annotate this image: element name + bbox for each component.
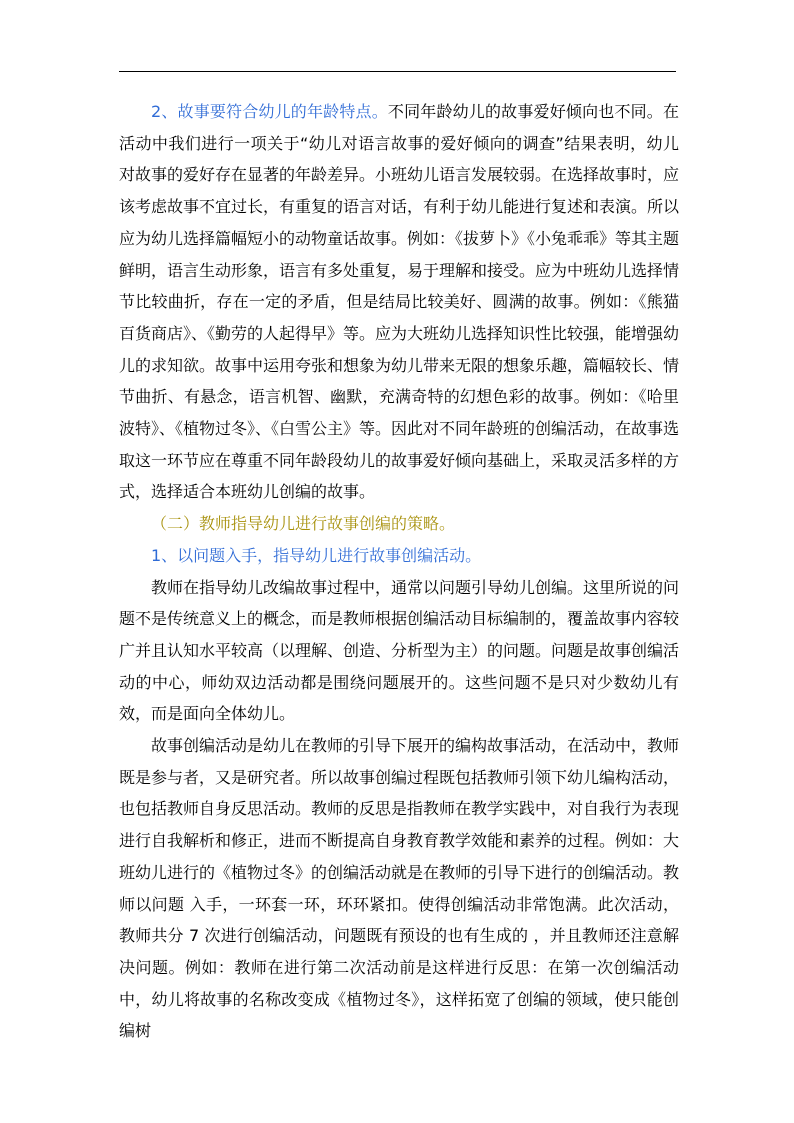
paragraph-question-guidance: 教师在指导幼儿改编故事过程中，通常以问题引导幼儿创编。这里所说的问题不是传统意义上的概念，而是教师根据创编活动目标编制的，覆盖故事内容较广并且认知水平较高（以理解、创造、分析型为主）的问题。问题是故事创编活动的中心，师幼双边活动都是围绕问题展开的。这些问题不是只对少数幼儿有效，而是面向全体幼儿。: [119, 577, 680, 724]
paragraph-age-characteristics: [119, 96, 679, 508]
sub-heading: 1、以问题入手，指导幼儿进行故事创编活动。: [151, 545, 482, 565]
paragraph-teacher-reflection: 故事创编活动是幼儿在教师的引导下展开的编构故事活动，在活动中，教师既是参与者，又是研究者。所以故事创编过程既包括教师引领下幼儿编构活动，也包括教师自身反思活动。教师的反思是指教师在教学实践中，对自我行为表现进行自我解析和修正，进而不断提高自身教育教学效能和素养的过程。例如：大班幼儿进行的《植物过冬》的创编活动就是在教师的引导下进行的创编活动。教师以问题 入手，一环套一环，环环紧扣。使得创编活动非常饱满。此次活动，教师共分 7 次进行创编活动，问题既有预设的也有生成的 ，并且教师还注意解决问题。例如：教师在进行第二次活动前是这样进行反思：在第一次创编活动中，幼儿将故事的名称改变成《植物过冬》，这样拓宽了创编的领域，使只能创编树: [119, 736, 680, 1041]
document-body: [119, 96, 679, 1047]
header-rule: [119, 71, 676, 72]
paragraph-text: 不同年龄幼儿的故事爱好倾向也不同。在活动中我们进行一项关于“幼儿对语言故事的爱好倾向的调查”结果表明，幼儿对故事的爱好存在显著的年龄差异。小班幼儿语言发展较弱。在选择故事时，应该考虑故事不宜过长，有重复的语言对话，有利于幼儿能进行复述和表演。所以应为幼儿选择篇幅短小的动物童话故事。例如：《拔萝卜》《小兔乖乖》等其主题鲜明，语言生动形象，语言有多处重复，易于理解和接受。应为中班幼儿选择情节比较曲折，存在一定的矛盾，但是结局比较美好、圆满的故事。例如：《熊猫百货商店》、《勤劳的人起得早》等。应为大班幼儿选择知识性比较强，能增强幼儿的求知欲。故事中运用夸张和想象为幼儿带来无限的想象乐趣，篇幅较长、情节曲折、有悬念，语言机智、幽默，充满奇特的幻想色彩的故事。例如：《哈里波特》、《植物过冬》、《白雪公主》等。因此对不同年龄班的创编活动，在故事选取这一环节应在尊重不同年龄段幼儿的故事爱好倾向基础上，采取灵活多样的方式，选择适合本班幼儿创编的故事。: [119, 102, 680, 502]
numbered-heading: 2、故事要符合幼儿的年龄特点。: [151, 102, 388, 121]
section-heading: （二）教师指导幼儿进行故事创编的策略。: [151, 514, 456, 534]
